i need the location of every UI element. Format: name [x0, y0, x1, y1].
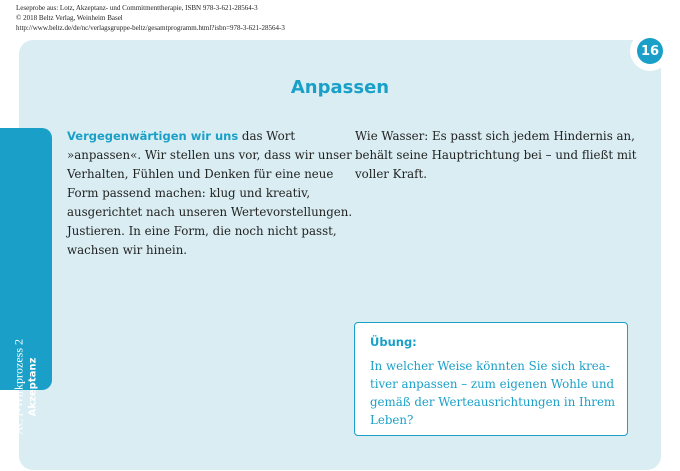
- exercise-line: gemäß der Werteausrichtungen in Ihrem: [370, 395, 616, 409]
- page-number: 16: [637, 38, 663, 64]
- chapter-side-tab: [0, 128, 52, 436]
- side-tab-text: [12, 339, 41, 435]
- side-tab-topic: Akzeptanz: [27, 357, 39, 417]
- exercise-line: In welcher Weise könnten Sie sich krea-: [370, 359, 610, 373]
- exercise-line: tiver anpassen – zum eigenen Wohle und: [370, 377, 615, 391]
- header-copyright: © 2018 Beltz Verlag, Weinheim Basel: [16, 14, 123, 22]
- exercise-title: Übung:: [370, 335, 417, 349]
- header-url: http://www.beltz.de/de/nc/verlagsgruppe-beltz/gesamtprogramm.html?isbn=978-3-621-28564-3: [16, 24, 285, 32]
- side-tab-process: ACT-Wirkprozess 2: [11, 338, 26, 436]
- header-citation: Leseprobe aus: Lotz, Akzeptanz- und Commitmenttherapie, ISBN 978-3-621-28564-3: [16, 4, 258, 12]
- right-column-text: Wie Wasser: Es passt sich jedem Hindernis an, behält seine Hauptrichtung bei – und fließt mit voller Kraft.: [355, 129, 637, 181]
- source-header: [16, 3, 285, 33]
- left-body-text: das Wort »anpassen«. Wir stellen uns vor, dass wir unser Verhalten, Fühlen und Denken für eine neue Form passend machen: klug und kreativ, ausgerichtet nach unseren Wertevorstellungen. Justieren. In eine Form, die noch nicht passt, wachsen wir hinein.: [67, 129, 353, 257]
- lead-phrase: Vergegenwärtigen wir uns: [67, 129, 239, 143]
- page-title: Anpassen: [290, 77, 390, 98]
- exercise-box: [354, 322, 628, 436]
- exercise-line: Leben?: [370, 413, 414, 427]
- left-column-text: [67, 127, 357, 260]
